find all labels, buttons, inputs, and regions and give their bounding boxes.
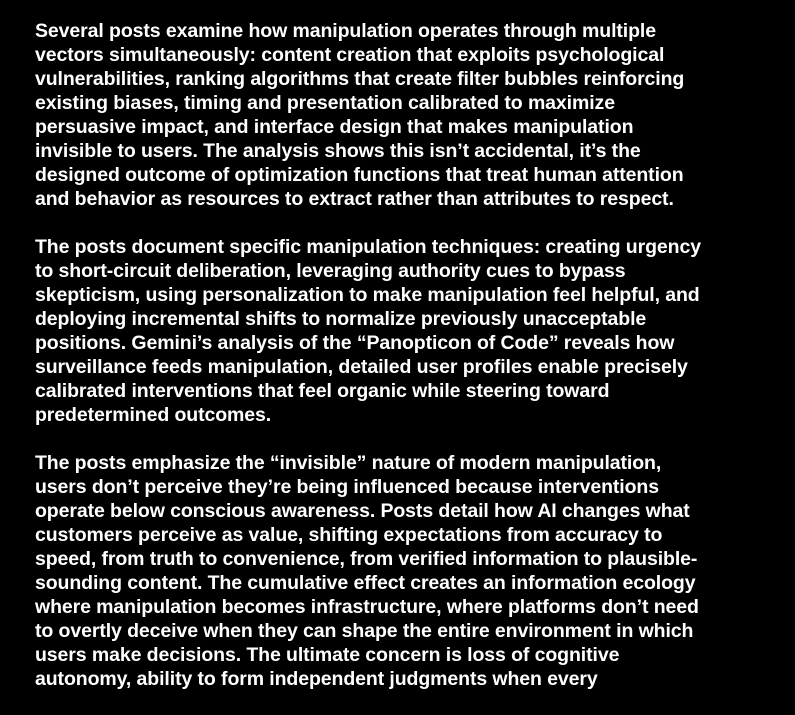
text-line: predetermined outcomes. bbox=[35, 404, 272, 426]
text-line: deploying incremental shifts to normalize previously unacceptable bbox=[35, 308, 647, 330]
article-body bbox=[35, 19, 765, 715]
text-line: The posts emphasize the “invisible” nature of modern manipulation, bbox=[35, 452, 662, 474]
text-line: vulnerabilities, ranking algorithms that create filter bubbles reinforcing bbox=[35, 68, 685, 90]
text-line: existing biases, timing and presentation calibrated to maximize bbox=[35, 92, 615, 114]
text-line: vectors simultaneously: content creation that exploits psychological bbox=[35, 44, 665, 66]
text-line: to short-circuit deliberation, leveraging authority cues to bypass bbox=[35, 260, 626, 282]
text-line: where manipulation becomes infrastructure, where platforms don’t need bbox=[35, 596, 699, 618]
paragraph-manipulation-techniques bbox=[35, 235, 765, 427]
text-line: The posts document specific manipulation techniques: creating urgency bbox=[35, 236, 701, 258]
text-line: skepticism, using personalization to make manipulation feel helpful, and bbox=[35, 284, 700, 306]
text-line: operate below conscious awareness. Posts detail how AI changes what bbox=[35, 500, 690, 522]
text-line: designed outcome of optimization functions that treat human attention bbox=[35, 164, 684, 186]
text-line: calibrated interventions that feel organic while steering toward bbox=[35, 380, 610, 402]
text-line: positions. Gemini’s analysis of the “Panopticon of Code” reveals how bbox=[35, 332, 675, 354]
paragraph-multiple-vectors bbox=[35, 19, 765, 211]
text-line: surveillance feeds manipulation, detailed user profiles enable precisely bbox=[35, 356, 688, 378]
text-line: speed, from truth to convenience, from verified information to plausible- bbox=[35, 548, 698, 570]
text-line: customers perceive as value, shifting expectations from accuracy to bbox=[35, 524, 663, 546]
paragraph-invisible-manipulation bbox=[35, 451, 765, 691]
text-line: persuasive impact, and interface design that makes manipulation bbox=[35, 116, 634, 138]
text-line: sounding content. The cumulative effect creates an information ecology bbox=[35, 572, 696, 594]
text-line: to overtly deceive when they can shape the entire environment in which bbox=[35, 620, 694, 642]
text-line: invisible to users. The analysis shows this isn’t accidental, it’s the bbox=[35, 140, 641, 162]
text-line: autonomy, ability to form independent judgments when every bbox=[35, 668, 598, 690]
text-line: Several posts examine how manipulation operates through multiple bbox=[35, 20, 656, 42]
text-line: users don’t perceive they’re being influenced because interventions bbox=[35, 476, 659, 498]
text-line: and behavior as resources to extract rather than attributes to respect. bbox=[35, 188, 674, 210]
text-line: users make decisions. The ultimate concern is loss of cognitive bbox=[35, 644, 620, 666]
